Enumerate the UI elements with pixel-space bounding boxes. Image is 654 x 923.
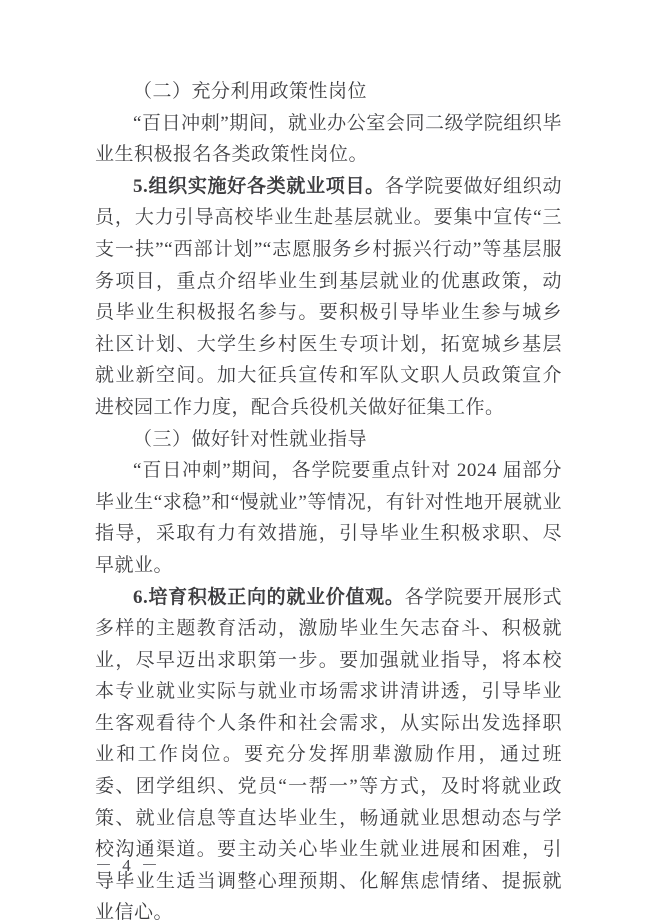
section-3-paragraph: “百日冲刺”期间，各学院要重点针对 2024 届部分毕业生“求稳”和“慢就业”等情况，有针对性地开展就业指导，采取有力有效措施，引导毕业生积极求职、尽早就业。 <box>95 460 562 576</box>
page-number: － 4 － <box>95 856 161 875</box>
item-5-paragraph <box>95 171 562 424</box>
section-heading-2: （二）充分利用政策性岗位 <box>133 81 368 102</box>
item-6-body: 各学院要开展形式多样的主题教育活动，激励毕业生矢志奋斗、积极就业，尽早迈出求职第一步。要加强就业指导，将本校本专业就业实际与就业市场需求讲清讲透，引导毕业生客观看待个人条件和社会需求，从实际出发选择职业和工作岗位。要充分发挥朋辈激励作用，通过班委、团学组织、党员“一帮一”等方式，及时将就业政策、就业信息等直达毕业生，畅通就业思想动态与学校沟通渠道。要主动关心毕业生就业进展和困难，引导毕业生适当调整心理预期、化解焦虑情绪、提振就业信心。 <box>95 586 562 923</box>
item-6-lead: 6.培育积极正向的就业价值观。 <box>133 586 405 608</box>
item-5-lead: 5.组织实施好各类就业项目。 <box>133 175 385 197</box>
item-6-paragraph <box>95 582 562 923</box>
section-heading-3: （三）做好针对性就业指导 <box>133 428 368 450</box>
item-5-body: 各学院要做好组织动员，大力引导高校毕业生赴基层就业。要集中宣传“三支一扶”“西部计划”“志愿服务乡村振兴行动”等基层服务项目，重点介绍毕业生到基层就业的优惠政策，动员毕业生积极报名参与。要积极引导毕业生参与城乡社区计划、大学生乡村医生专项计划，拓宽城乡基层就业新空间。加大征兵宣传和军队文职人员政策宣介进校园工作力度，配合兵役机关做好征集工作。 <box>95 175 562 418</box>
document-body <box>95 76 562 923</box>
section-2-paragraph: “百日冲刺”期间，就业办公室会同二级学院组织毕业生积极报名各类政策性岗位。 <box>95 112 562 166</box>
